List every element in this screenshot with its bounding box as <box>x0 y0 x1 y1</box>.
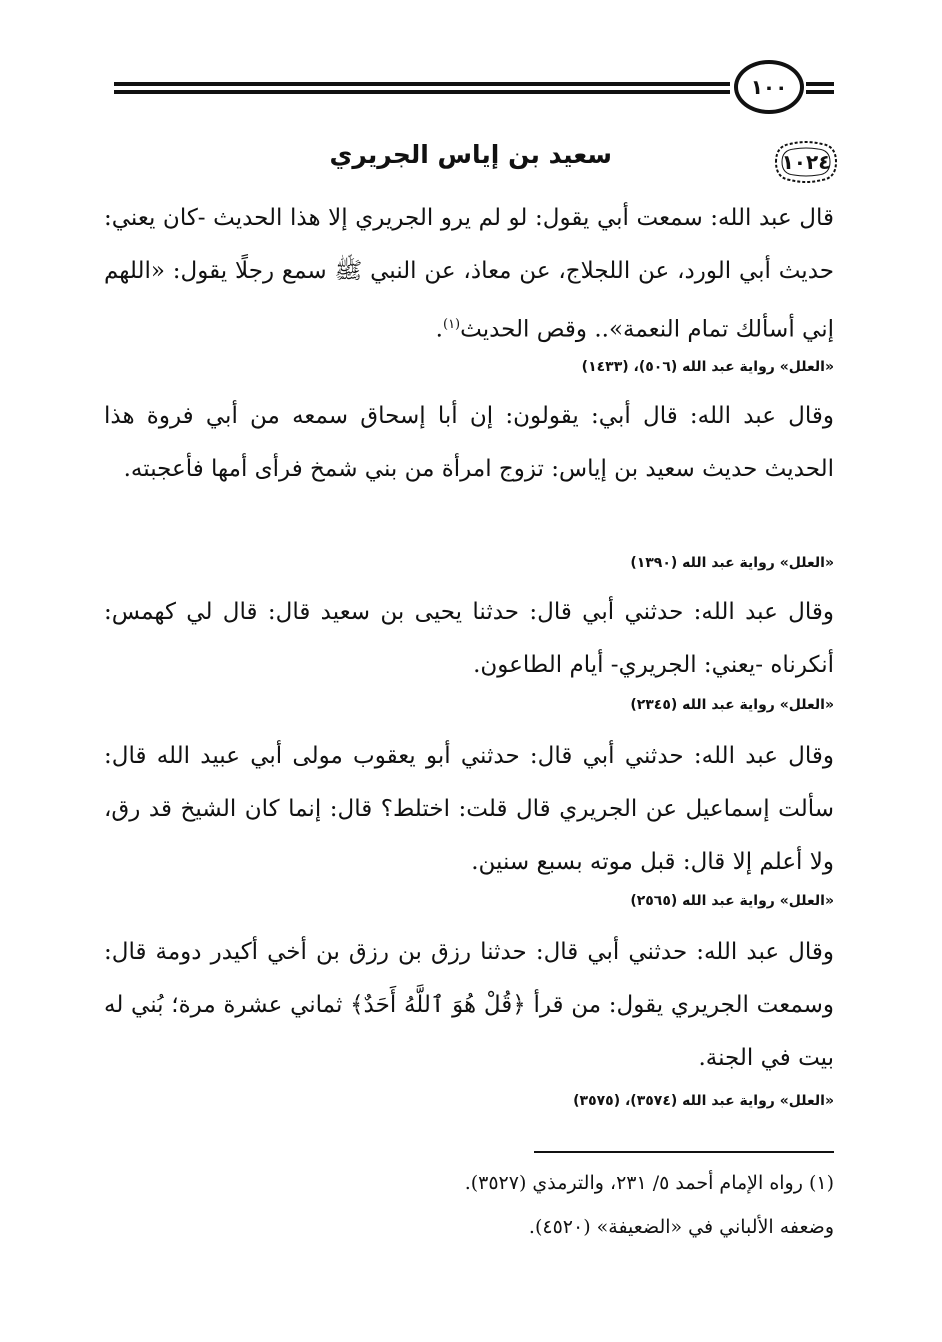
entry-number: ١٠٢٤ <box>781 150 831 174</box>
paragraph-5: وقال عبد الله: حدثني أبي قال: حدثنا رزق بن رزق بن أخي أكيدر دومة قال: وسمعت الجريري يقول: من قرأ ﴿قُلْ هُوَ ٱللَّهُ أَحَدٌ﴾ ثماني عشرة مرة؛ بُني له بيت في الجنة. <box>104 939 834 1071</box>
header-rule <box>114 90 730 94</box>
citation-4: «العلل» رواية عبد الله (٢٥٦٥) <box>630 893 834 909</box>
paragraph-3: وقال عبد الله: حدثني أبي قال: حدثنا يحيى بن سعيد قال: قال لي كهمس: أنكرناه -يعني: الجريري- أيام الطاعون. <box>104 599 834 678</box>
citation-5: «العلل» رواية عبد الله (٣٥٧٤)، (٣٥٧٥) <box>573 1093 834 1109</box>
footnote-mark: (١) <box>442 317 461 332</box>
paragraph-1 <box>104 192 834 357</box>
entry-title: سعيد بن إياس الجريري <box>329 140 612 169</box>
header-rule-end <box>806 90 834 94</box>
entry-number-badge <box>770 138 842 186</box>
citation-3: «العلل» رواية عبد الله (٢٣٤٥) <box>630 697 834 713</box>
paragraph-end: . <box>435 316 443 343</box>
paragraph-2: وقال عبد الله: قال أبي: يقولون: إن أبا إسحاق سمعه من أبي فروة هذا الحديث حديث سعيد بن إياس: تزوج امرأة من بني شمخ فرأى أمها فأعجبته. <box>104 403 834 482</box>
citation-2: «العلل» رواية عبد الله (١٣٩٠) <box>630 555 834 571</box>
paragraph-4: وقال عبد الله: حدثني أبي قال: حدثني أبو يعقوب مولى أبي عبيد الله قال: سألت إسماعيل عن الجريري قال قلت: اختلط؟ قال: إنما كان الشيخ قد رق، ولا أعلم إلا قال: قبل موته بسبع سنين. <box>104 743 834 875</box>
footnote-line: وضعفه الألباني في «الضعيفة» (٤٥٢٠). <box>528 1216 834 1238</box>
header-rule <box>114 82 730 86</box>
paragraph-text: قال عبد الله: سمعت أبي يقول: لو لم يرو الجريري إلا هذا الحديث -كان يعني: حديث أبي الورد، عن اللجلاج، عن معاذ، عن النبي ﷺ سمع رجلًا يقول: «اللهم إني أسألك تمام النعمة».. وقص الحديث <box>104 205 834 343</box>
footnote-line: (١) رواه الإمام أحمد ٥/ ٢٣١، والترمذي (٣٥٢٧). <box>464 1172 834 1194</box>
page-number: ١٠٠ <box>734 60 804 114</box>
header-rule-end <box>806 82 834 86</box>
citation-1: «العلل» رواية عبد الله (٥٠٦)، (١٤٣٣) <box>581 359 834 375</box>
footnote-separator <box>534 1151 834 1153</box>
